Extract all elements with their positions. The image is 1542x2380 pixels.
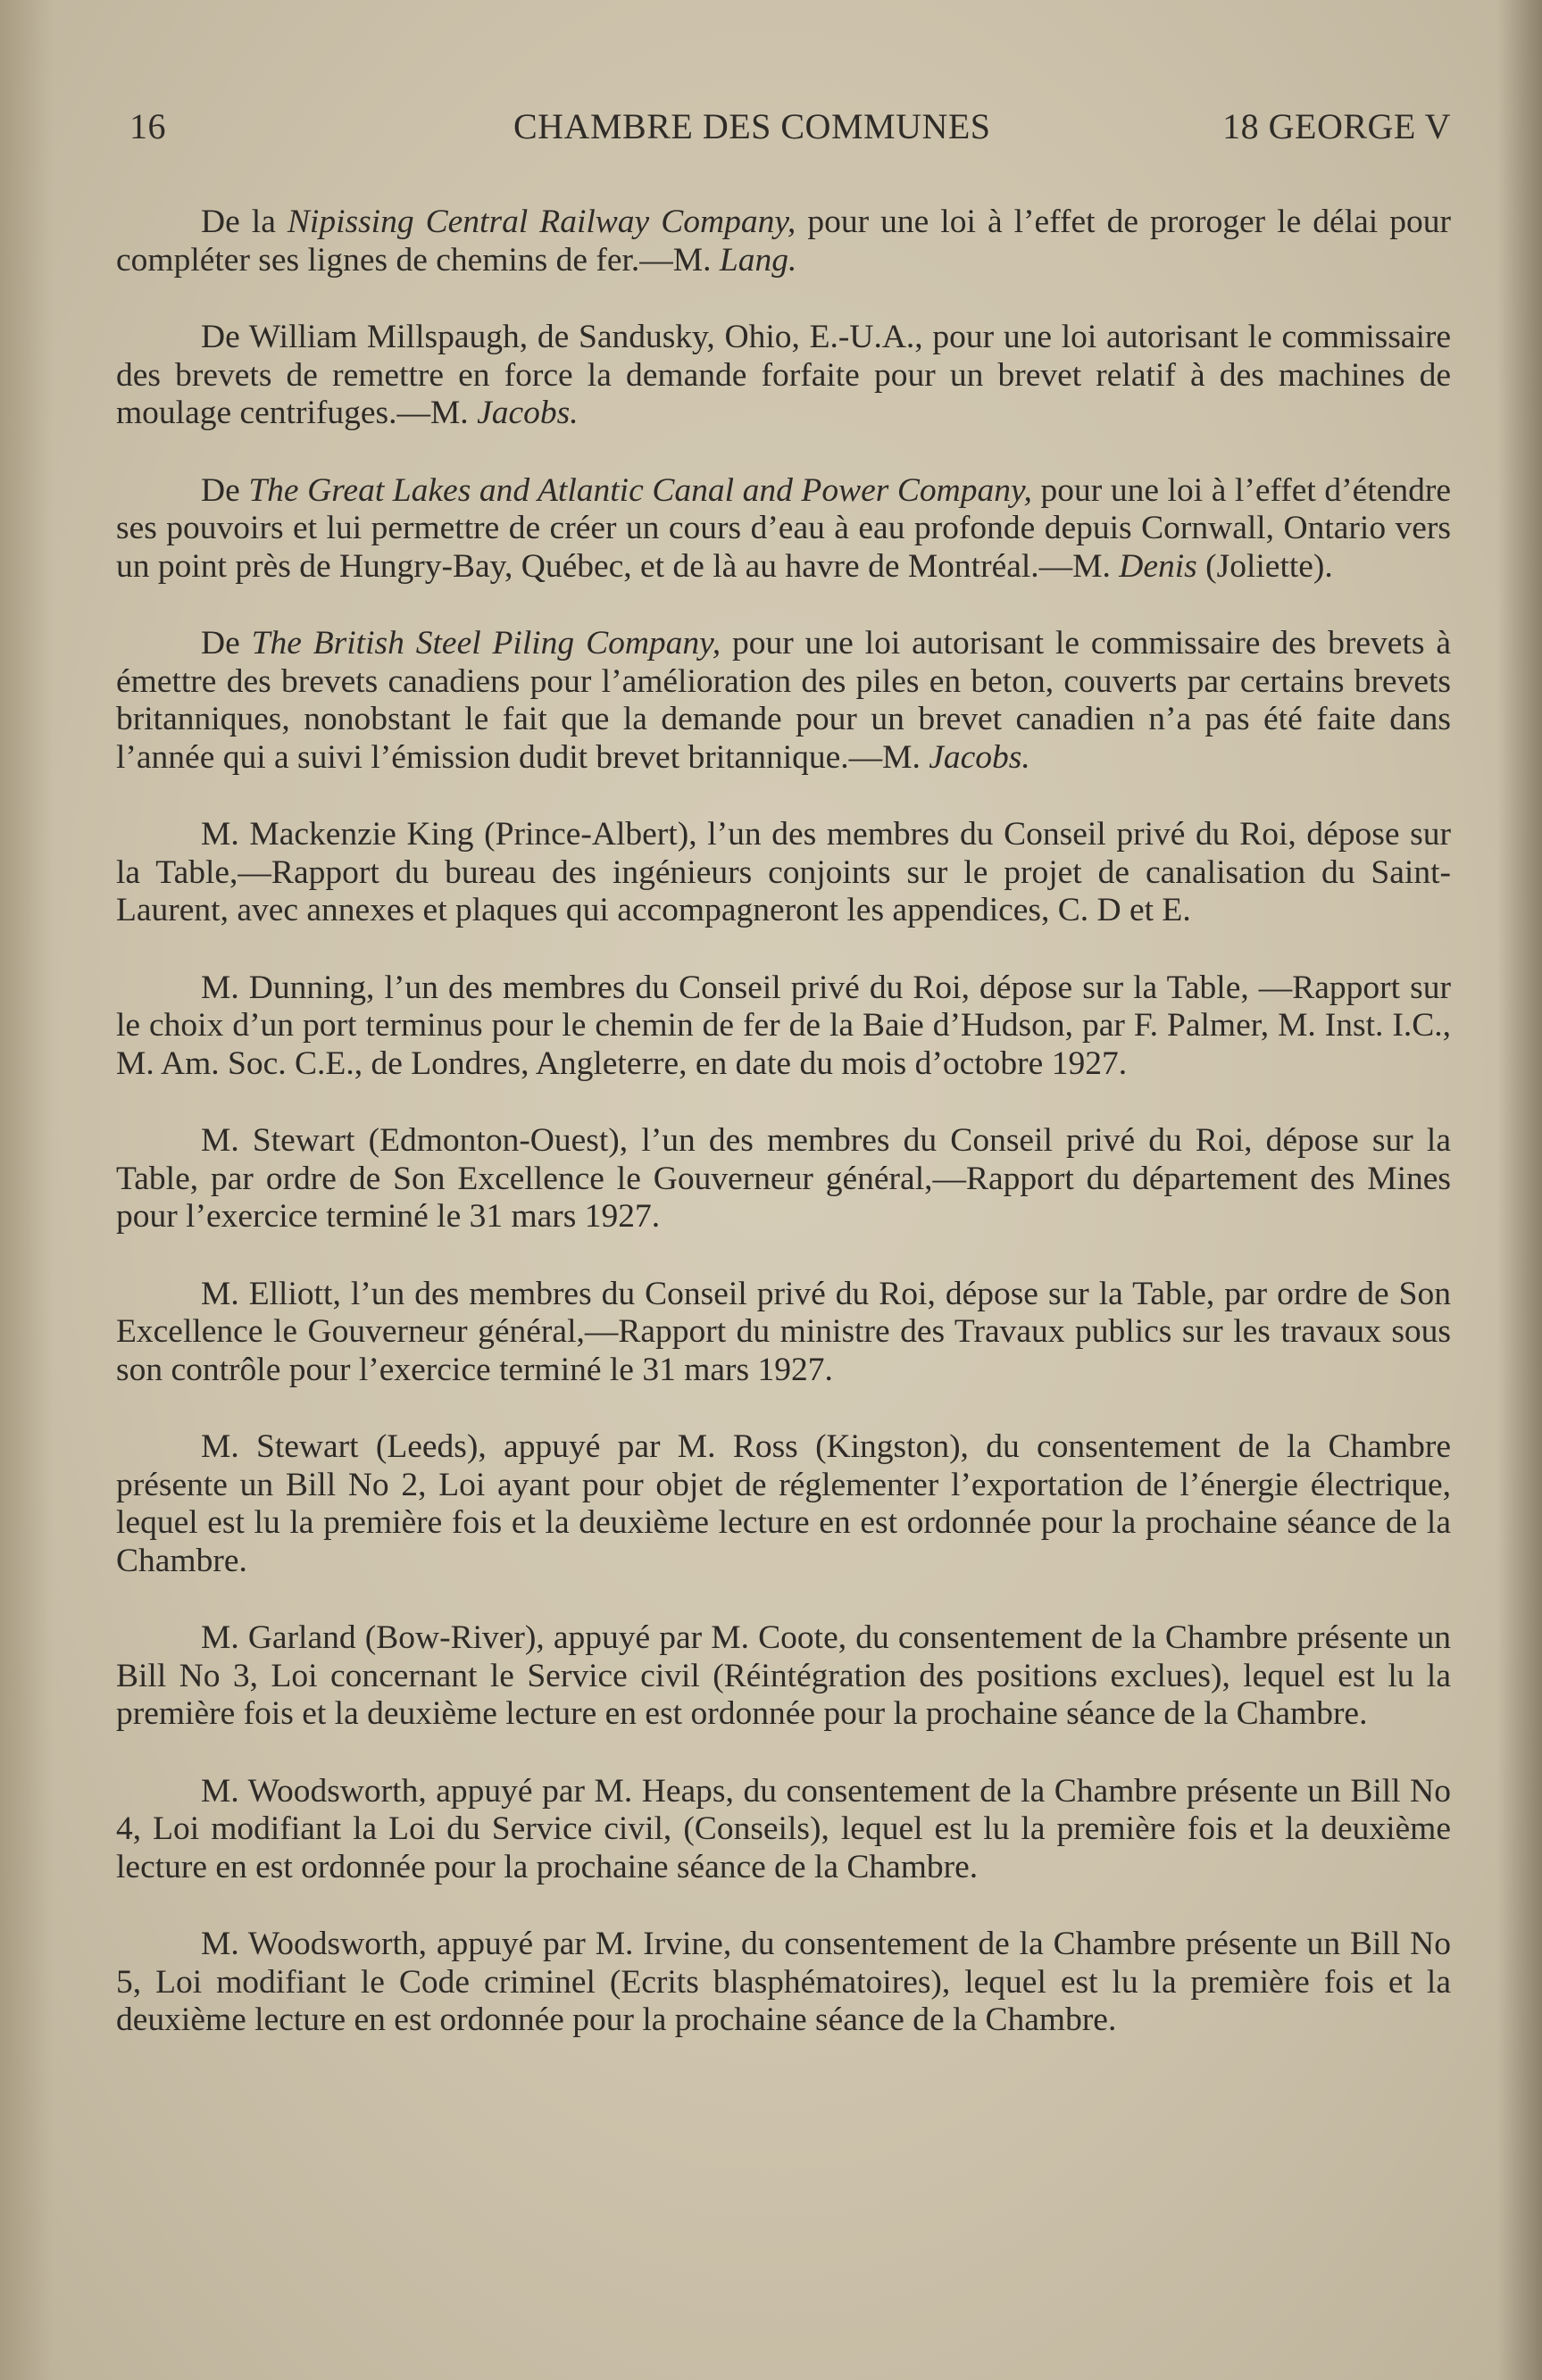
italic-company-name: The Great Lakes and Atlantic Canal and Power Company,	[248, 471, 1032, 509]
paragraph-dunning-report: M. Dunning, l’un des membres du Conseil privé du Roi, dépose sur la Table, —Rapport sur le choix d’un port terminus pour le chemin de fer de la Baie d’Hudson, par F. Palmer, M. Inst. I.C., M. Am. Soc. C.E., de Londres, Angleterre, en date du mois d’octobre 1927.	[116, 969, 1451, 1082]
running-header	[129, 105, 1451, 159]
text-run: De	[201, 625, 252, 662]
header-title: CHAMBRE DES COMMUNES	[513, 106, 991, 146]
paragraph-stewart-mines-report: M. Stewart (Edmonton-Ouest), l’un des membres du Conseil privé du Roi, dépose sur la Table, par ordre de Son Excellence le Gouverneur général,—Rapport du département des Mines pour l’exercice terminé le 31 mars 1927.	[116, 1122, 1451, 1235]
paragraph-bill-no-5: M. Woodsworth, appuyé par M. Irvine, du consentement de la Chambre présente un Bill No 5, Loi modifiant le Code criminel (Ecrits blasphématoires), lequel est lu la première fois et la deuxième lecture en est ordonnée pour la prochaine séance de la Chambre.	[116, 1926, 1451, 2038]
page-edge-shadow-left	[0, 0, 54, 2380]
paragraph-nipissing-railway	[116, 204, 1451, 279]
document-body	[116, 204, 1451, 2079]
text-run: pour une loi à l’effet de proroger le délai pour compléter ses lignes de chemins de fer.—M.	[116, 204, 1451, 279]
text-run: pour une loi à l’effet d’étendre ses pouvoirs et lui permettre de créer un cours d’eau à eau profonde depuis Cornwall, Ontario vers un point près de Hungry-Bay, Québec, et de là au havre de Montréal.—M.	[116, 471, 1451, 585]
paragraph-bill-no-4: M. Woodsworth, appuyé par M. Heaps, du consentement de la Chambre présente un Bill No 4, Loi modifiant la Loi du Service civil, (Conseils), lequel est lu la première fois et la deuxième lecture en est ordonnée pour la prochaine séance de la Chambre.	[116, 1772, 1451, 1885]
text-run: (Joliette).	[1196, 547, 1333, 585]
page-number: 16	[129, 106, 166, 146]
italic-member-name: Lang.	[719, 241, 797, 279]
text-run: De William Millspaugh, de Sandusky, Ohio, E.-U.A., pour une loi autorisant le commissaire des brevets de remettre en force la demande forfaite pour un brevet relatif à des machines de moulage centrifuges.—M.	[116, 319, 1451, 431]
italic-member-name: Denis	[1119, 547, 1197, 585]
paragraph-british-steel-piling	[116, 625, 1451, 777]
paragraph-mackenzie-king-report: M. Mackenzie King (Prince-Albert), l’un des membres du Conseil privé du Roi, dépose sur la Table,—Rapport du bureau des ingénieurs conjoints sur le projet de canalisation du Saint-Laurent, avec annexes et plaques qui accompagneront les appendices, C. D et E.	[116, 816, 1451, 928]
paragraph-bill-no-2: M. Stewart (Leeds), appuyé par M. Ross (Kingston), du consentement de la Chambre présente un Bill No 2, Loi ayant pour objet de réglementer l’exportation de l’énergie électrique, lequel est lu la première fois et la deuxième lecture en est ordonnée pour la prochaine séance de la Chambre.	[116, 1428, 1451, 1579]
paragraph-elliott-public-works: M. Elliott, l’un des membres du Conseil privé du Roi, dépose sur la Table, par ordre de Son Excellence le Gouverneur général,—Rapport du ministre des Travaux publics sur les travaux sous son contrôle pour l’exercice terminé le 31 mars 1927.	[116, 1275, 1451, 1388]
header-session: 18 GEORGE V	[1222, 106, 1451, 146]
text-run: pour une loi autorisant le commissaire des brevets à émettre des brevets canadiens pour l’amélioration des piles en beton, couverts par certains brevets britanniques, nonobstant le fait que la demande pour un brevet canadien n’a pas été faite dans l’année qui a suivi l’émission dudit brevet britannique.—M.	[116, 625, 1451, 776]
text-run: De	[201, 471, 249, 509]
italic-member-name: Jacobs.	[929, 738, 1030, 776]
italic-company-name: The British Steel Piling Company,	[251, 625, 721, 662]
paragraph-great-lakes-canal	[116, 472, 1451, 587]
text-run: De la	[201, 204, 288, 240]
paragraph-bill-no-3: M. Garland (Bow-River), appuyé par M. Coote, du consentement de la Chambre présente un Bill No 3, Loi concernant le Service civil (Réintégration des positions exclues), lequel est lu la première fois et la deuxième lecture en est ordonnée pour la prochaine séance de la Chambre.	[116, 1619, 1451, 1732]
paragraph-millspaugh-patent	[116, 319, 1451, 433]
italic-company-name: Nipissing Central Railway Company,	[287, 204, 796, 240]
italic-member-name: Jacobs.	[477, 395, 579, 431]
page-edge-shadow-right	[1497, 0, 1542, 2380]
